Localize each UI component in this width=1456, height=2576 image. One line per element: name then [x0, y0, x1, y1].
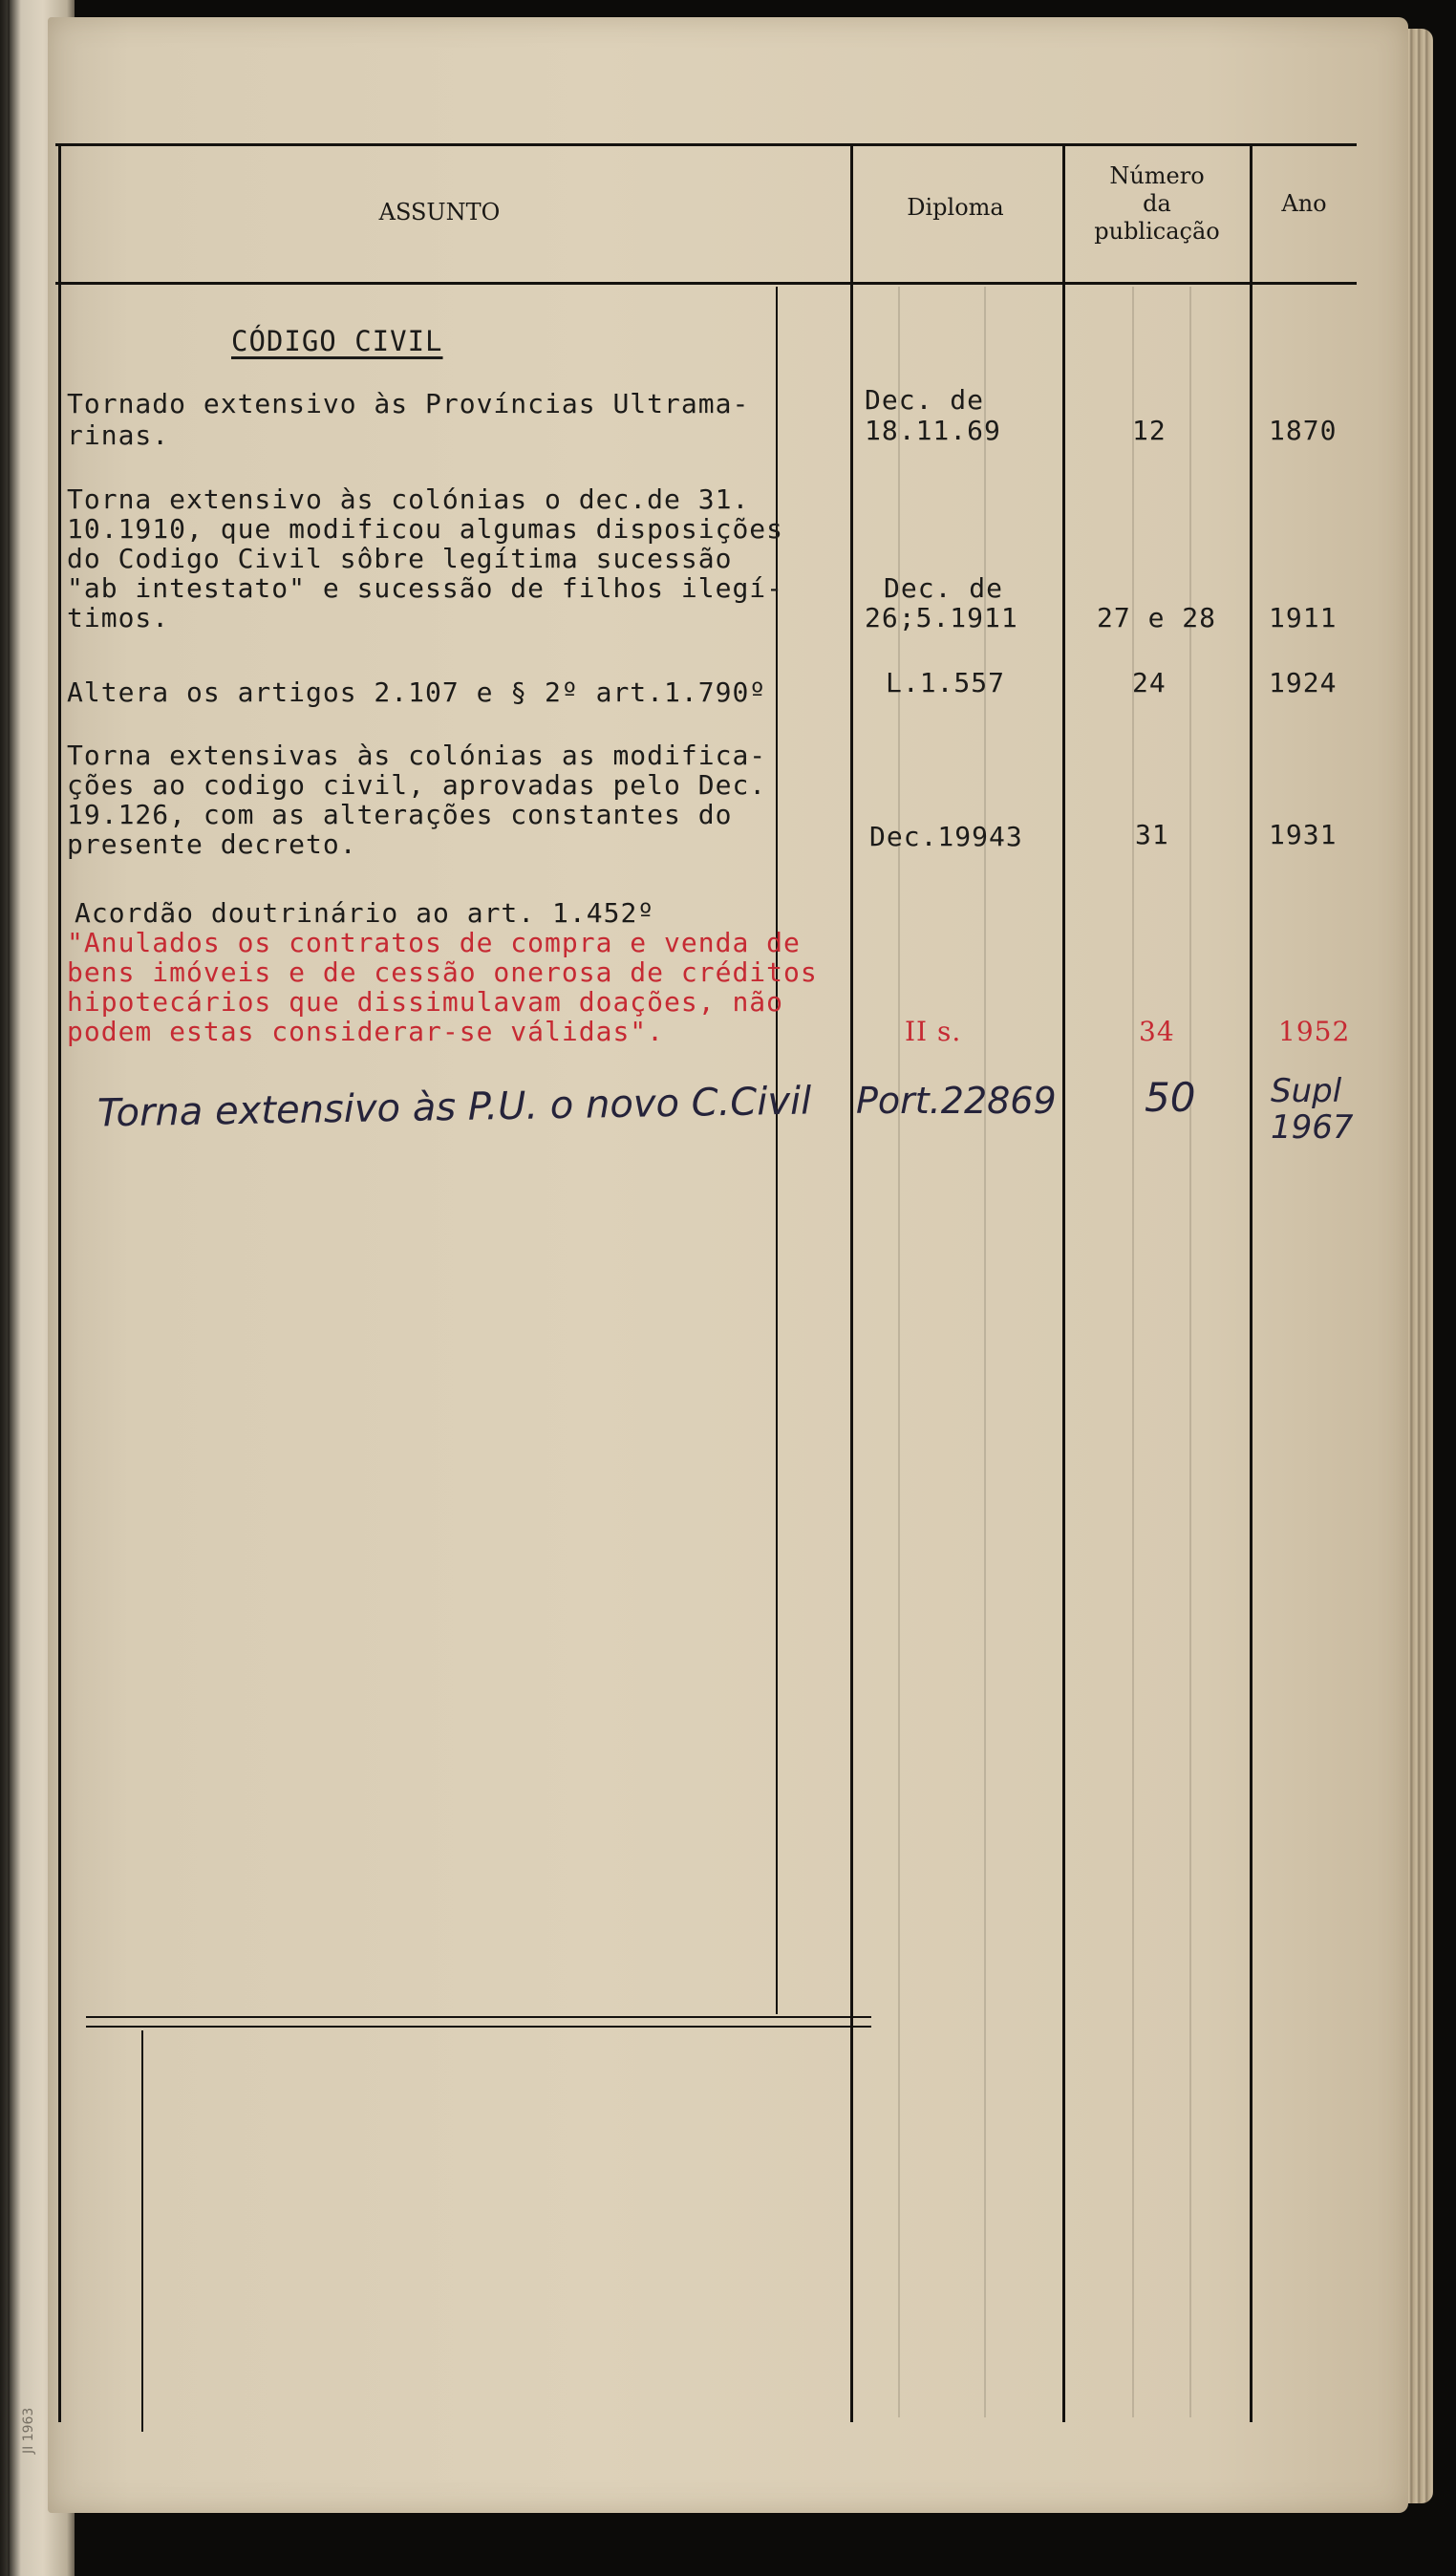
- entry-2-numero: 27 e 28: [1097, 602, 1217, 633]
- entry-3-numero: 24: [1132, 667, 1167, 698]
- book-spine-line: [8, 0, 10, 2576]
- entry-4-subject-line-3: 19.126, com as alterações constantes do: [67, 799, 733, 830]
- entry-4-diploma: Dec.19943: [869, 821, 1023, 852]
- entry-3-diploma: L.1.557: [886, 667, 1006, 698]
- header-diploma: Diploma: [907, 194, 1004, 221]
- section-title: CÓDIGO CIVIL: [231, 325, 443, 357]
- left-margin-rule: [58, 143, 61, 2422]
- entry-4-numero: 31: [1135, 819, 1169, 850]
- footer-inner-rule: [141, 2030, 143, 2432]
- top-rule: [55, 143, 1357, 146]
- header-numero-line2: da: [1143, 190, 1171, 217]
- entry-6-subject-handwritten: Torna extensivo às P.U. o novo C.Civil: [96, 1079, 812, 1136]
- entry-2-ano: 1911: [1269, 602, 1338, 633]
- entry-2-subject-line-3: do Codigo Civil sôbre legítima sucessão: [67, 543, 733, 574]
- footer-rule: [86, 2016, 871, 2018]
- entry-1-numero: 12: [1132, 415, 1167, 446]
- header-ano: Ano: [1281, 190, 1327, 217]
- entry-5-numero: 34: [1139, 1016, 1175, 1047]
- entry-3-ano: 1924: [1269, 667, 1338, 698]
- header-numero-line3: publicação: [1094, 218, 1220, 245]
- subject-inner-rule: [776, 287, 778, 2014]
- entry-5-subject-line-1: Acordão doutrinário ao art. 1.452º: [75, 897, 655, 929]
- entry-2-diploma-line-2: 26;5.1911: [865, 602, 1018, 633]
- header-assunto: ASSUNTO: [378, 199, 501, 225]
- entry-1-diploma-line-1: Dec. de: [865, 384, 985, 416]
- entry-1-subject-line-1: Tornado extensivo às Províncias Ultrama-: [67, 388, 750, 419]
- entry-4-subject-line-4: presente decreto.: [67, 828, 357, 860]
- entry-4-ano: 1931: [1269, 819, 1338, 850]
- entry-2-subject-line-5: timos.: [67, 602, 170, 633]
- entry-2-diploma-line-1: Dec. de: [884, 572, 1004, 604]
- margin-stamp: JI 1963: [21, 2407, 36, 2454]
- entry-5-quote-line-3: hipotecários que dissimulavam doações, não: [67, 986, 784, 1018]
- entry-5-quote-line-1: "Anulados os contratos de compra e venda de: [67, 927, 801, 958]
- footer-rule: [86, 2026, 871, 2028]
- diploma-column-rule: [850, 143, 853, 2422]
- entry-5-ano: 1952: [1278, 1016, 1351, 1047]
- entry-4-subject-line-2: ções ao codigo civil, aprovadas pelo Dec.: [67, 769, 767, 801]
- entry-1-ano: 1870: [1269, 415, 1338, 446]
- entry-6-ano-line-1: Supl: [1271, 1072, 1342, 1110]
- entry-6-diploma-handwritten: Port.22869: [856, 1080, 1057, 1122]
- entry-5-diploma: II s.: [905, 1016, 962, 1047]
- entry-5-quote-line-4: podem estas considerar-se válidas".: [67, 1016, 665, 1047]
- header-numero-line1: Número: [1109, 162, 1205, 189]
- header-bottom-rule: [55, 282, 1357, 285]
- entry-1-diploma-line-2: 18.11.69: [865, 415, 1001, 446]
- numero-column-rule: [1062, 143, 1065, 2422]
- entry-3-subject-line-1: Altera os artigos 2.107 e § 2º art.1.790º: [67, 676, 767, 708]
- ano-column-rule: [1250, 143, 1253, 2422]
- entry-2-subject-line-4: "ab intestato" e sucessão de filhos ilegí-: [67, 572, 784, 604]
- entry-6-ano-line-2: 1967: [1271, 1108, 1354, 1147]
- entry-2-subject-line-1: Torna extensivo às colónias o dec.de 31.: [67, 483, 750, 515]
- entry-5-quote-line-2: bens imóveis e de cessão onerosa de créditos: [67, 956, 818, 988]
- entry-2-subject-line-2: 10.1910, que modificou algumas disposições: [67, 513, 784, 545]
- entry-1-subject-line-2: rinas.: [67, 419, 170, 451]
- entry-6-numero-handwritten: 50: [1145, 1074, 1196, 1121]
- entry-4-subject-line-1: Torna extensivas às colónias as modifica-: [67, 740, 767, 771]
